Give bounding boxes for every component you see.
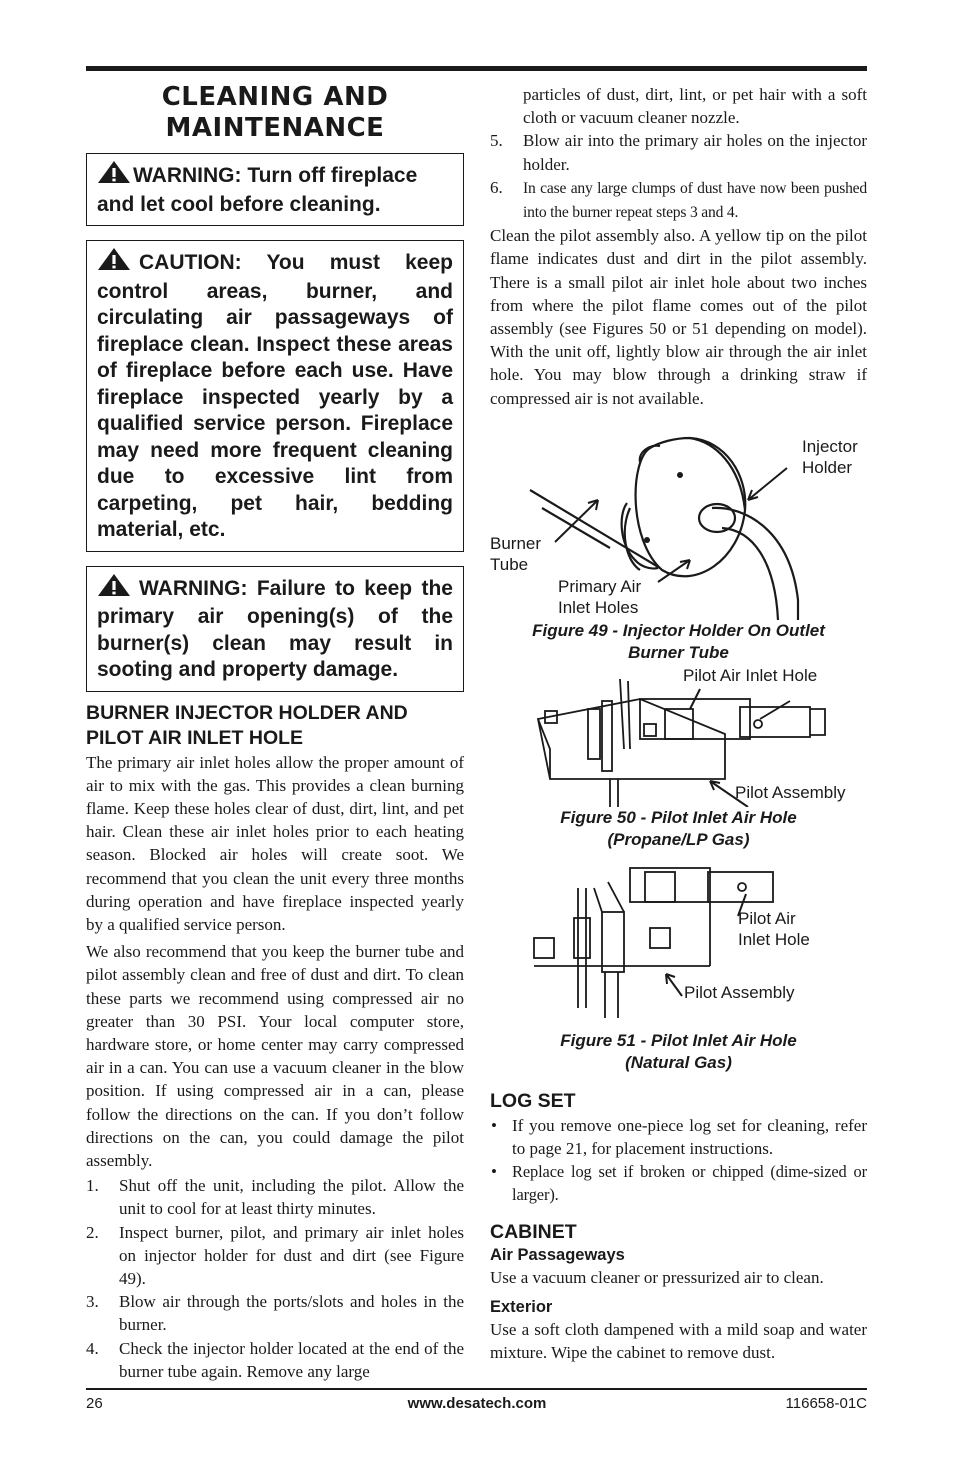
injector-section-heading: BURNER INJECTOR HOLDER AND PILOT AIR INLET HOLE [86, 701, 408, 749]
left-column [86, 80, 464, 1383]
caption-line: Figure 51 - Pilot Inlet Air Hole [560, 1030, 797, 1050]
caution-box [86, 240, 464, 552]
log-set-list [490, 1114, 867, 1207]
page-title-line-1: CLEANING AND [161, 82, 389, 112]
warning-triangle-icon [97, 160, 131, 192]
caption-line: Figure 50 - Pilot Inlet Air Hole [560, 807, 797, 827]
step-text: Blow air through the ports/slots and holes in the burner. [119, 1292, 464, 1335]
list-item-text: Replace log set if broken or chipped (dime-sized or larger). [512, 1162, 867, 1205]
warning-triangle-icon [97, 247, 131, 279]
figure-50-caption [490, 807, 867, 852]
label-pilot-assembly: Pilot Assembly [684, 982, 795, 1002]
step-number: 1. [86, 1176, 99, 1196]
label-burner-tube [490, 533, 541, 576]
pilot-cleaning-paragraph: Clean the pilot assembly also. A yellow tip on the pilot flame indicates dust and dirt in the pilot assembly. There is a small pilot air inlet hole about two inches from where the pilot flame comes out of the pilot assembly (see Figures 50 or 51 depending on model). With the unit off, lightly blow air through the air inlet hole. You may blow through a drinking straw if compressed air is not available. [490, 226, 867, 408]
figure-49 [490, 420, 867, 620]
label-line: Injector [802, 436, 858, 456]
label-pilot-assembly: Pilot Assembly [735, 782, 846, 802]
step-item [86, 1337, 464, 1383]
cleaning-steps-list-continued [490, 129, 867, 224]
label-line: Tube [490, 555, 529, 575]
cabinet-heading: CABINET [490, 1220, 577, 1243]
list-item [490, 1114, 867, 1160]
cleaning-steps-list [86, 1174, 464, 1383]
label-line: Inlet Holes [558, 598, 639, 618]
step-item [86, 1221, 464, 1291]
step-text: In case any large clumps of dust have now been pushed into the burner repeat steps 3 and 4. [523, 179, 867, 222]
figure-49-caption [490, 620, 867, 665]
warning-turn-off-text: WARNING: Turn off fireplace and let cool before cleaning. [97, 164, 418, 216]
exterior-heading: Exterior [490, 1297, 553, 1316]
step-text: Check the injector holder located at the end of the burner tube again. Remove any large [119, 1338, 464, 1381]
step-item [490, 129, 867, 175]
caption-line: (Propane/LP Gas) [607, 830, 750, 850]
step-4-continued: particles of dust, dirt, lint, or pet hair with a soft cloth or vacuum cleaner nozzle. [523, 85, 867, 128]
pilot-assembly-ng-illustration [490, 858, 867, 1028]
caution-text: CAUTION: You must keep control areas, burner, and circulating air passageways of fireplace clean. Inspect these areas of fireplace before each use. Have fireplace inspected yearly by a qualified service person. Fireplace may need more frequent cleaning due to excessive lint from carpeting, pet hair, bedding material, etc. [97, 251, 453, 541]
label-line: Holder [802, 458, 853, 478]
top-rule [86, 66, 867, 71]
caption-line: Figure 49 - Injector Holder On Outlet [532, 620, 825, 640]
log-set-heading: LOG SET [490, 1089, 576, 1112]
figure-51 [490, 858, 867, 1028]
step-text: Shut off the unit, including the pilot. Allow the unit to cool for at least thirty minutes. [119, 1176, 464, 1219]
step-number: 3. [86, 1292, 99, 1312]
step-text: Inspect burner, pilot, and primary air inlet holes on injector holder for dust and dirt (see Figure 49). [119, 1222, 464, 1288]
page-title [86, 82, 464, 144]
caption-line: (Natural Gas) [625, 1053, 732, 1073]
air-passageways-heading: Air Passageways [490, 1245, 625, 1264]
exterior-text: Use a soft cloth dampened with a mild soap and water mixture. Wipe the cabinet to remove dust. [490, 1319, 867, 1363]
page-number: 26 [86, 1395, 103, 1412]
step-number: 4. [86, 1338, 99, 1358]
caption-line: Burner Tube [628, 643, 729, 663]
label-primary-air-inlet [558, 576, 641, 619]
label-line: Primary Air [558, 576, 642, 596]
bullet: • [491, 1162, 497, 1182]
warning-triangle-icon [97, 573, 131, 605]
injector-para-2: We also recommend that you keep the burner tube and pilot assembly clean and free of dust and dirt. To clean these parts we recommend using compressed air no greater than 30 PSI. Your local computer store, hardware store, or home center may carry compressed air in a can. You can use a vacuum cleaner in the blow position. If using compressed air in a can, please follow the directions on the can. If you don’t follow directions on the can, you could damage the pilot assembly. [86, 942, 464, 1170]
list-item [490, 1160, 867, 1206]
step-text: Blow air into the primary air holes on the injector holder. [523, 131, 867, 174]
warning-sooting-text: WARNING: Failure to keep the primary air opening(s) of the burner(s) clean may result in sooting and property damage. [97, 576, 453, 681]
figure-51-caption [490, 1030, 867, 1075]
step-number: 6. [490, 177, 503, 197]
step-item [86, 1290, 464, 1336]
bullet: • [491, 1115, 497, 1135]
list-item-text: If you remove one-piece log set for cleaning, refer to page 21, for placement instructions. [512, 1115, 867, 1159]
label-pilot-air-inlet-hole: Pilot Air Inlet Hole [683, 665, 818, 685]
air-passageways-text: Use a vacuum cleaner or pressurized air to clean. [490, 1267, 824, 1287]
label-line: Burner [490, 533, 542, 553]
label-line: Inlet Hole [738, 930, 810, 950]
figure-50 [490, 665, 867, 807]
step-item [86, 1174, 464, 1220]
label-injector-holder [802, 436, 858, 479]
document-number: 116658-01C [785, 1395, 867, 1412]
bottom-rule [86, 1388, 867, 1390]
warning-sooting-box [86, 566, 464, 692]
page-title-line-2: MAINTENANCE [165, 113, 385, 143]
warning-turn-off-box [86, 153, 464, 226]
right-column [490, 83, 867, 1364]
injector-para-1: The primary air inlet holes allow the proper amount of air to mix with the gas. This provides a clean burning flame. Keep these holes clear of dust, dirt, lint, and pet hair. Clean these air inlet holes prior to each heating season. Blocked air holes will create soot. We recommend that you clean the unit every three months during operation and have fireplace inspected yearly by a qualified service person. [86, 752, 464, 934]
step-number: 5. [490, 131, 503, 151]
step-number: 2. [86, 1222, 99, 1242]
footer-website-link[interactable]: www.desatech.com [407, 1395, 547, 1412]
step-item [490, 176, 867, 224]
label-pilot-air-inlet-hole [738, 908, 810, 951]
label-line: Pilot Air [738, 908, 796, 928]
